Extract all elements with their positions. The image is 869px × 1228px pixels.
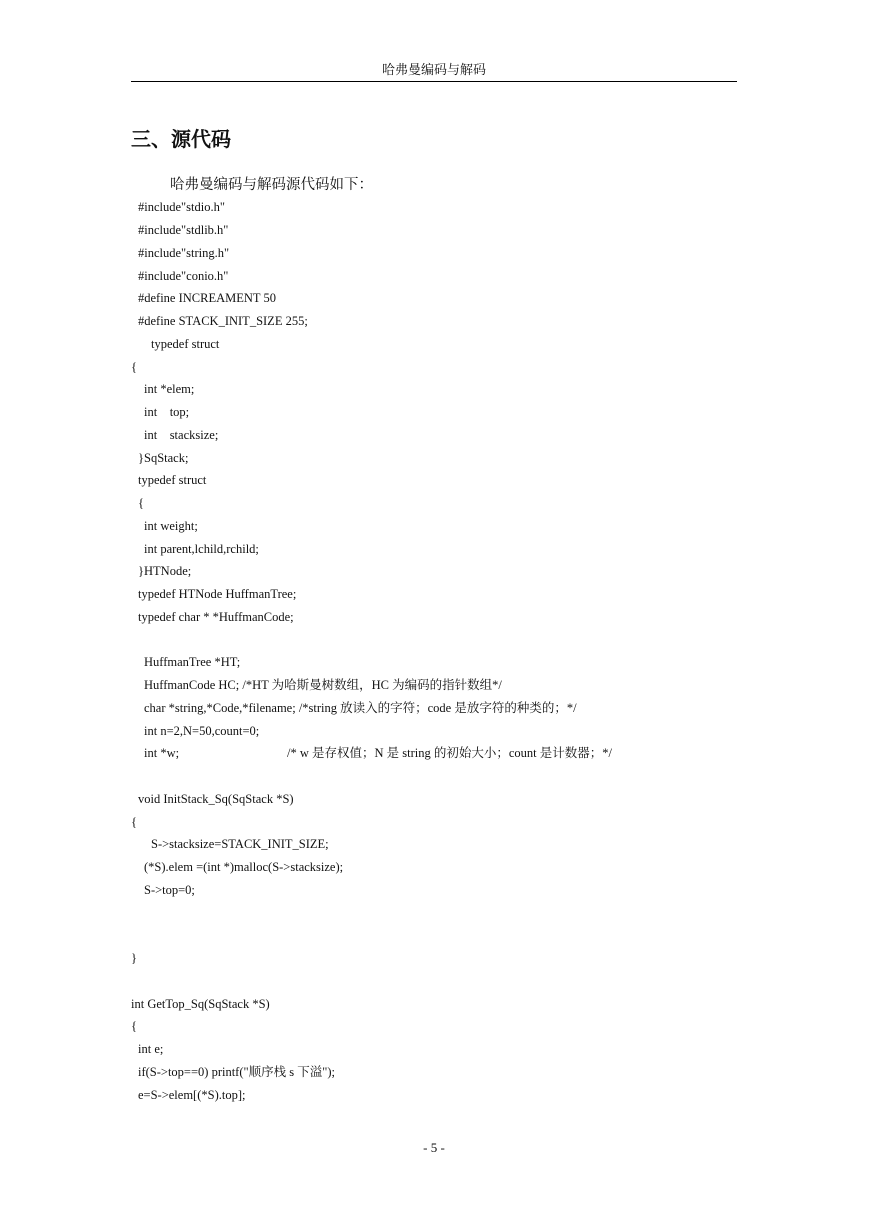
code-line: (*S).elem =(int *)malloc(S->stacksize); (144, 860, 344, 874)
code-line: typedef char * *HuffmanCode; (138, 610, 294, 624)
code-line: int *w; (144, 746, 180, 760)
code-line: HuffmanCode HC; /*HT 为哈斯曼树数组，HC 为编码的指针数组*/ (144, 678, 502, 692)
page-number: - 5 - (423, 1140, 445, 1155)
section-title: 三、源代码 (131, 127, 231, 151)
code-line: int GetTop_Sq(SqStack *S) (131, 997, 270, 1011)
intro-paragraph: 哈弗曼编码与解码源代码如下： (170, 177, 373, 193)
code-line: HuffmanTree *HT; (144, 655, 241, 669)
code-line: #include"string.h" (138, 246, 230, 260)
code-line: e=S->elem[(*S).top]; (138, 1088, 246, 1102)
code-line: int weight; (144, 519, 198, 533)
code-line: S->top=0; (144, 883, 195, 897)
code-line: { (131, 815, 137, 829)
code-line: int top; (144, 405, 190, 419)
code-line: } (131, 951, 137, 965)
code-line: #include"stdlib.h" (138, 223, 229, 237)
code-line: }SqStack; (138, 451, 189, 465)
code-line: int *elem; (144, 382, 195, 396)
code-line: }HTNode; (138, 564, 192, 578)
code-line: S->stacksize=STACK_INIT_SIZE; (151, 837, 329, 851)
code-line: { (131, 360, 137, 374)
code-line: typedef struct (138, 473, 207, 487)
code-line: { (131, 1019, 137, 1033)
code-line: #include"conio.h" (138, 269, 229, 283)
code-line: #define STACK_INIT_SIZE 255; (138, 314, 308, 328)
code-line: #include"stdio.h" (138, 200, 225, 214)
code-comment: /* w 是存权值；N 是 string 的初始大小；count 是计数器；*/ (287, 746, 612, 760)
code-line: int stacksize; (144, 428, 219, 442)
code-line: int n=2,N=50,count=0; (144, 724, 260, 738)
code-line: #define INCREAMENT 50 (138, 291, 276, 305)
code-line: int parent,lchild,rchild; (144, 542, 259, 556)
code-line: if(S->top==0) printf("顺序栈 s 下溢"); (138, 1065, 335, 1079)
code-line: void InitStack_Sq(SqStack *S) (138, 792, 294, 806)
code-line: char *string,*Code,*filename; /*string 放读入的字符；code 是放字符的种类的；*/ (144, 701, 577, 715)
page-header: 哈弗曼编码与解码 (381, 62, 486, 77)
code-line: { (138, 496, 144, 510)
code-line: typedef struct (151, 337, 220, 351)
code-line: int e; (138, 1042, 164, 1056)
code-line: typedef HTNode HuffmanTree; (138, 587, 297, 601)
